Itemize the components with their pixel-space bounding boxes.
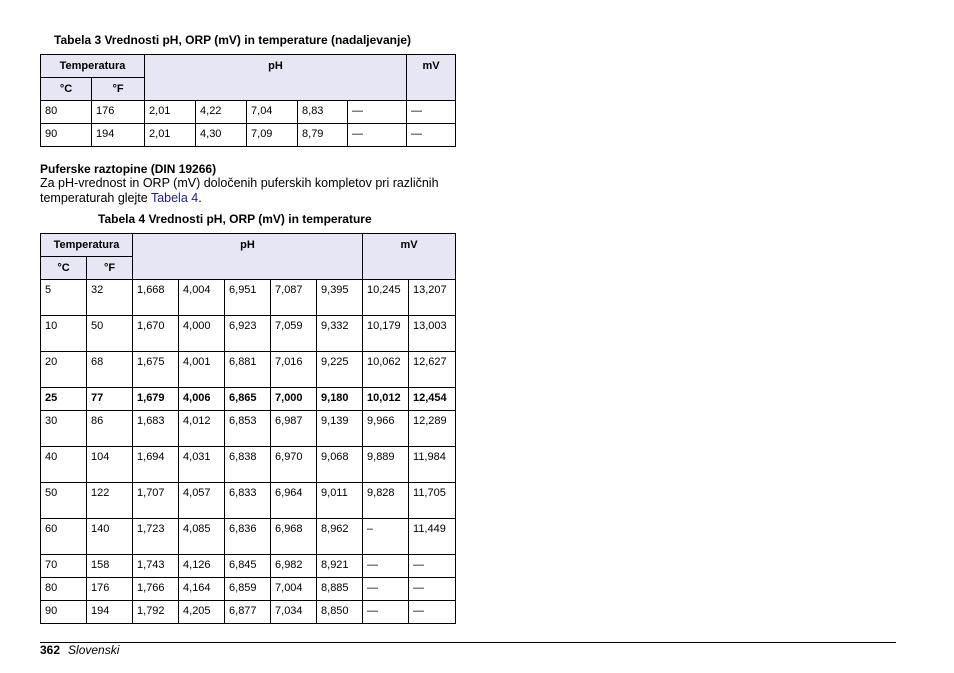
table4-header-mv: mV bbox=[363, 234, 456, 280]
table4-header-fahrenheit: °F bbox=[87, 257, 133, 280]
table-cell: 30 bbox=[41, 411, 87, 447]
table-cell: 12,627 bbox=[409, 352, 456, 388]
table-cell: 4,30 bbox=[196, 124, 247, 147]
table-cell: — bbox=[348, 124, 407, 147]
table-cell: 9,332 bbox=[317, 316, 363, 352]
table-row bbox=[41, 352, 456, 388]
table-cell: 4,004 bbox=[179, 280, 225, 316]
table-cell: 1,694 bbox=[133, 447, 179, 483]
table-cell: 40 bbox=[41, 447, 87, 483]
table-row bbox=[41, 555, 456, 578]
table-cell: 7,016 bbox=[271, 352, 317, 388]
table-cell: 1,668 bbox=[133, 280, 179, 316]
table-cell: 13,003 bbox=[409, 316, 456, 352]
table-cell: 12,454 bbox=[409, 388, 456, 411]
table-cell: 11,705 bbox=[409, 483, 456, 519]
table-cell: 10,245 bbox=[363, 280, 409, 316]
table3-header-celsius: °C bbox=[41, 78, 92, 101]
table-cell: 4,001 bbox=[179, 352, 225, 388]
table-cell: 11,449 bbox=[409, 519, 456, 555]
table-cell: 50 bbox=[87, 316, 133, 352]
table-cell: — bbox=[409, 555, 456, 578]
table-cell: 8,921 bbox=[317, 555, 363, 578]
table-cell: 9,225 bbox=[317, 352, 363, 388]
table-cell: 1,723 bbox=[133, 519, 179, 555]
table-cell: 7,09 bbox=[247, 124, 298, 147]
table-cell: 8,885 bbox=[317, 578, 363, 601]
table-cell: 176 bbox=[87, 578, 133, 601]
table-cell: 1,707 bbox=[133, 483, 179, 519]
table3-header-temperature: Temperatura bbox=[41, 55, 145, 78]
table-cell: 1,675 bbox=[133, 352, 179, 388]
table-cell: 50 bbox=[41, 483, 87, 519]
table-cell: — bbox=[363, 601, 409, 624]
table-cell: 140 bbox=[87, 519, 133, 555]
table-cell: 7,000 bbox=[271, 388, 317, 411]
table-cell: 4,006 bbox=[179, 388, 225, 411]
table-row bbox=[41, 578, 456, 601]
table4-header-ph: pH bbox=[133, 234, 363, 280]
table-cell: 6,838 bbox=[225, 447, 271, 483]
table-cell: 1,792 bbox=[133, 601, 179, 624]
table-cell: 9,966 bbox=[363, 411, 409, 447]
table-cell: 8,79 bbox=[298, 124, 348, 147]
section-heading: Puferske raztopine (DIN 19266) bbox=[40, 162, 217, 176]
paragraph-end: . bbox=[198, 191, 202, 205]
table-cell: 6,859 bbox=[225, 578, 271, 601]
table-cell: 11,984 bbox=[409, 447, 456, 483]
table-cell: 32 bbox=[87, 280, 133, 316]
table-cell: — bbox=[363, 578, 409, 601]
table-row bbox=[41, 483, 456, 519]
table-cell: 7,004 bbox=[271, 578, 317, 601]
table-cell: 7,087 bbox=[271, 280, 317, 316]
table-cell: 8,962 bbox=[317, 519, 363, 555]
table3-header-mv: mV bbox=[407, 55, 456, 101]
table3 bbox=[40, 54, 456, 147]
table-cell: 6,987 bbox=[271, 411, 317, 447]
table-cell: 80 bbox=[41, 101, 92, 124]
table-cell: 9,011 bbox=[317, 483, 363, 519]
table-cell: 90 bbox=[41, 601, 87, 624]
table-cell: 7,059 bbox=[271, 316, 317, 352]
paragraph-text: Za pH-vrednost in ORP (mV) določenih puferskih kompletov pri različnih temperaturah glejte bbox=[40, 176, 439, 205]
table-cell: 9,139 bbox=[317, 411, 363, 447]
table-cell: 8,850 bbox=[317, 601, 363, 624]
table3-header-ph: pH bbox=[145, 55, 407, 101]
table-cell: 194 bbox=[87, 601, 133, 624]
table-row bbox=[41, 124, 456, 147]
table-cell: 1,766 bbox=[133, 578, 179, 601]
table-cell: 6,982 bbox=[271, 555, 317, 578]
table-cell: — bbox=[409, 578, 456, 601]
table-cell: 10,179 bbox=[363, 316, 409, 352]
table-cell: 4,126 bbox=[179, 555, 225, 578]
footer-divider bbox=[40, 642, 896, 643]
table4 bbox=[40, 233, 456, 624]
page-number: 362 bbox=[40, 643, 61, 657]
table-cell: 6,968 bbox=[271, 519, 317, 555]
table-cell: 4,000 bbox=[179, 316, 225, 352]
table-row bbox=[41, 388, 456, 411]
table-cell: 10 bbox=[41, 316, 87, 352]
table-cell: 1,683 bbox=[133, 411, 179, 447]
table-cell: 4,22 bbox=[196, 101, 247, 124]
table-cell: 104 bbox=[87, 447, 133, 483]
table-cell: 10,062 bbox=[363, 352, 409, 388]
table-cell: 6,836 bbox=[225, 519, 271, 555]
table3-caption: Tabela 3 Vrednosti pH, ORP (mV) in temperature (nadaljevanje) bbox=[54, 33, 411, 47]
table-row bbox=[41, 601, 456, 624]
table-cell: 9,180 bbox=[317, 388, 363, 411]
table-cell: 2,01 bbox=[145, 124, 196, 147]
table-cell: 60 bbox=[41, 519, 87, 555]
footer-language: Slovenski bbox=[68, 643, 120, 657]
table-cell: 90 bbox=[41, 124, 92, 147]
table-cell: 6,881 bbox=[225, 352, 271, 388]
page-footer bbox=[40, 643, 119, 657]
table-cell: — bbox=[363, 555, 409, 578]
table-cell: 5 bbox=[41, 280, 87, 316]
table-cell: 6,853 bbox=[225, 411, 271, 447]
table-cell: 13,207 bbox=[409, 280, 456, 316]
table-cell: — bbox=[409, 601, 456, 624]
table-cell: 158 bbox=[87, 555, 133, 578]
table-cell: 6,970 bbox=[271, 447, 317, 483]
table-cell: 7,034 bbox=[271, 601, 317, 624]
table-cell: — bbox=[407, 124, 456, 147]
table-cell: 1,670 bbox=[133, 316, 179, 352]
table4-header-celsius: °C bbox=[41, 257, 87, 280]
table-cell: 6,964 bbox=[271, 483, 317, 519]
table-cell: 6,865 bbox=[225, 388, 271, 411]
table-row bbox=[41, 101, 456, 124]
table-row bbox=[41, 411, 456, 447]
table-cell: 9,395 bbox=[317, 280, 363, 316]
table-cell: 9,828 bbox=[363, 483, 409, 519]
table-cell: 1,679 bbox=[133, 388, 179, 411]
table-cell: 86 bbox=[87, 411, 133, 447]
table-cell: – bbox=[363, 519, 409, 555]
table-cell: 25 bbox=[41, 388, 87, 411]
table-cell: 4,012 bbox=[179, 411, 225, 447]
table-row bbox=[41, 280, 456, 316]
table-cell: 8,83 bbox=[298, 101, 348, 124]
table4-link[interactable]: Tabela 4 bbox=[150, 191, 199, 205]
section-paragraph bbox=[40, 176, 470, 206]
table-cell: 68 bbox=[87, 352, 133, 388]
table-row bbox=[41, 447, 456, 483]
table-cell: 6,951 bbox=[225, 280, 271, 316]
table-cell: 2,01 bbox=[145, 101, 196, 124]
table-cell: 7,04 bbox=[247, 101, 298, 124]
table3-header-fahrenheit: °F bbox=[92, 78, 145, 101]
table-cell: 194 bbox=[92, 124, 145, 147]
table-cell: — bbox=[348, 101, 407, 124]
table4-header-temperature: Temperatura bbox=[41, 234, 133, 257]
table-row bbox=[41, 316, 456, 352]
table-cell: 9,068 bbox=[317, 447, 363, 483]
table-cell: 176 bbox=[92, 101, 145, 124]
table-cell: 80 bbox=[41, 578, 87, 601]
table-cell: — bbox=[407, 101, 456, 124]
table-cell: 6,877 bbox=[225, 601, 271, 624]
table-cell: 12,289 bbox=[409, 411, 456, 447]
table-cell: 4,085 bbox=[179, 519, 225, 555]
table-cell: 1,743 bbox=[133, 555, 179, 578]
table-cell: 6,845 bbox=[225, 555, 271, 578]
table-cell: 122 bbox=[87, 483, 133, 519]
table-cell: 4,057 bbox=[179, 483, 225, 519]
table-cell: 4,205 bbox=[179, 601, 225, 624]
table-cell: 6,923 bbox=[225, 316, 271, 352]
table-cell: 20 bbox=[41, 352, 87, 388]
table-row bbox=[41, 519, 456, 555]
table-cell: 10,012 bbox=[363, 388, 409, 411]
table4-caption: Tabela 4 Vrednosti pH, ORP (mV) in temperature bbox=[98, 212, 372, 226]
table-cell: 4,164 bbox=[179, 578, 225, 601]
table-cell: 6,833 bbox=[225, 483, 271, 519]
table-cell: 9,889 bbox=[363, 447, 409, 483]
table-cell: 77 bbox=[87, 388, 133, 411]
table-cell: 70 bbox=[41, 555, 87, 578]
table-cell: 4,031 bbox=[179, 447, 225, 483]
